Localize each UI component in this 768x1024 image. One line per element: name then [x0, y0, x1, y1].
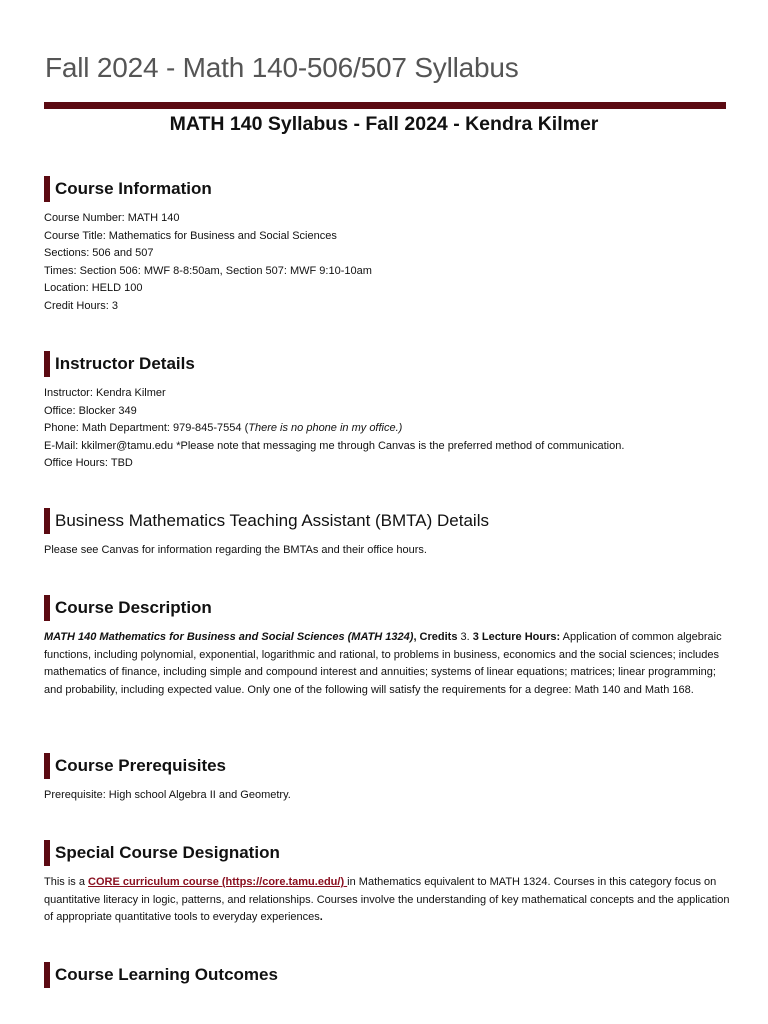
core-curriculum-link[interactable]: CORE curriculum course (https://core.tamu.edu/)	[88, 876, 348, 888]
designation-body: in Mathematics equivalent to MATH 1324. Courses in this category focus on quantitative literacy in logic, patterns, and relationships. Courses involve the understanding of key mathematical concepts and the application of appropriate quantitative tools to everyday experiences	[44, 876, 730, 923]
designation-prefix: This is a	[44, 876, 89, 888]
section-heading-label: Course Description	[55, 598, 212, 617]
description-body: Application of common algebraic functions, including polynomial, exponential, logarithmic and rational, to problems in business, economics and the social sciences; includes mathematics of finance, including simple and compound interest and annuities; systems of linear equations; matrices; linear programming; and probability, including expected value. Only one of the following will satisfy the requirements for a degree: Math 140 and Math 168.	[44, 631, 722, 696]
title-divider	[44, 102, 726, 109]
course-info-list	[44, 210, 372, 315]
section-accent-bar	[44, 351, 50, 377]
section-heading-label: Business Mathematics Teaching Assistant (BMTA) Details	[55, 511, 489, 530]
course-location: Location: HELD 100	[44, 282, 143, 294]
description-credits-label: , Credits	[413, 631, 458, 643]
course-sections: Sections: 506 and 507	[44, 247, 154, 259]
section-heading-course-prerequisites	[44, 753, 226, 779]
prerequisites-text: Prerequisite: High school Algebra II and Geometry.	[44, 789, 291, 801]
phone-text: Phone: Math Department: 979-845-7554 (	[44, 422, 249, 434]
section-heading-bmta	[44, 508, 489, 534]
page-title: Fall 2024 - Math 140-506/507 Syllabus	[45, 52, 519, 83]
section-heading-label: Course Learning Outcomes	[55, 965, 278, 984]
course-number: Course Number: MATH 140	[44, 212, 180, 224]
instructor-office: Office: Blocker 349	[44, 404, 137, 417]
instructor-phone	[44, 420, 624, 438]
phone-note: There is no phone in my office.)	[248, 422, 403, 434]
section-heading-label: Special Course Designation	[55, 843, 280, 862]
section-heading-label: Course Prerequisites	[55, 756, 227, 775]
course-times: Times: Section 506: MWF 8-8:50am, Section 507: MWF 9:10-10am	[44, 264, 372, 277]
course-description-text	[44, 629, 734, 699]
instructor-office-hours: Office Hours: TBD	[44, 457, 133, 469]
section-heading-course-description	[44, 595, 212, 621]
document-heading: MATH 140 Syllabus - Fall 2024 - Kendra Kilmer	[169, 113, 599, 135]
course-credit-hours: Credit Hours: 3	[44, 299, 118, 312]
section-heading-label: Instructor Details	[55, 354, 195, 373]
course-title: Course Title: Mathematics for Business and Social Sciences	[44, 229, 337, 242]
section-heading-label: Course Information	[55, 179, 212, 198]
section-heading-course-learning-outcomes	[44, 962, 278, 988]
section-accent-bar	[44, 753, 50, 779]
section-heading-instructor-details	[44, 351, 195, 377]
designation-end: .	[319, 911, 323, 923]
section-accent-bar	[44, 508, 50, 534]
instructor-name: Instructor: Kendra Kilmer	[44, 387, 166, 399]
description-credits-value: 3.	[457, 631, 473, 643]
bmta-text: Please see Canvas for information regarding the BMTAs and their office hours.	[44, 544, 427, 556]
section-accent-bar	[44, 176, 50, 202]
section-heading-special-course-designation	[44, 840, 280, 866]
section-accent-bar	[44, 962, 50, 988]
description-lecture-label: 3 Lecture Hours:	[472, 631, 561, 643]
section-heading-course-information	[44, 176, 212, 202]
instructor-email: E-Mail: kkilmer@tamu.edu *Please note that messaging me through Canvas is the preferred method of communication.	[44, 439, 625, 452]
section-accent-bar	[44, 840, 50, 866]
instructor-info-list	[44, 385, 624, 473]
section-accent-bar	[44, 595, 50, 621]
designation-text	[44, 874, 734, 927]
description-course-name: MATH 140 Mathematics for Business and Social Sciences (MATH 1324)	[44, 631, 414, 643]
